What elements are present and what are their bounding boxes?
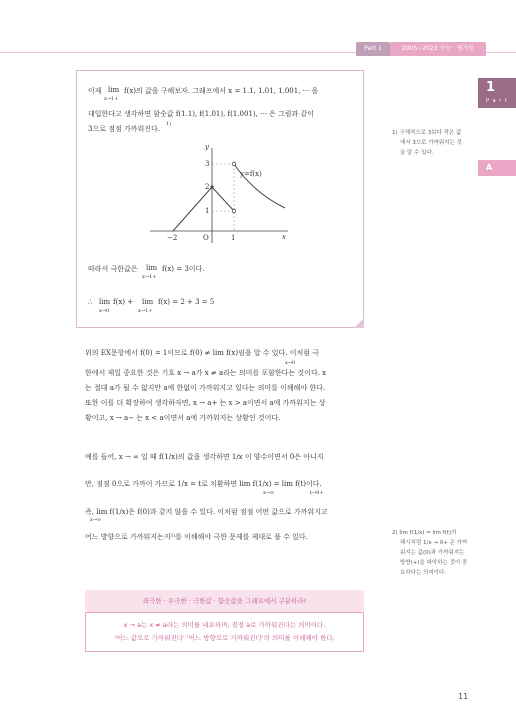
open-point-3	[232, 162, 236, 166]
para1-line: 위의 EX문항에서 f(0) = 1이므로 f(0) ≠ lim f(x)임을 알 수 있다. 이처럼 극	[85, 349, 320, 357]
chapter-tab	[478, 78, 516, 108]
result-text-end: f(x) = 3이다.	[162, 265, 205, 273]
para2-line: 만, 점점 0으로 가까이 가므로 1/x = t로 치환하면 lim f(1/x) = lim f(t)이다.	[85, 480, 322, 488]
box-line1-start: 이제	[88, 87, 102, 95]
result-text-start: 따라서 극한값은	[88, 265, 138, 273]
chapter-number: 1	[486, 80, 496, 95]
para1-line: 는 절대 a가 될 수 없지만 a에 한없이 가까워지고 있다는 의미를 이해해야 한다.	[85, 384, 326, 392]
page-number: 11	[458, 692, 469, 701]
open-point-1	[232, 209, 236, 213]
final-lim-2-sub: x→1+	[138, 308, 153, 314]
box-line1-lim: lim	[108, 86, 120, 94]
key-point-line: '어느 값으로 가까워진다' '어느 방향으로 가까워진다'의 의미를 이해해야 한다.	[114, 634, 335, 642]
margin-note-1-line: 을 알 수 있다.	[400, 150, 434, 156]
y-axis-label: y	[205, 143, 209, 151]
closed-point-2	[211, 186, 214, 189]
margin-note-1-line: 에서 3으로 가까워지는 것	[400, 140, 462, 146]
function-label: y=f(x)	[240, 170, 262, 178]
x-tick-1: 1	[231, 234, 236, 242]
result-lim-sub: x→1+	[142, 274, 157, 280]
footnote-mark-1: 1)	[166, 121, 172, 127]
header-book-label: 2005~2023 수능 · 평가원	[390, 42, 486, 56]
final-lim-1-sub: x→0	[99, 308, 110, 314]
box-line3: 3으로 점점 가까워진다.	[88, 125, 160, 133]
para1-line: 한에서 제일 중요한 것은 기호 x → a가 x ≠ a라는 의미를 포함한다는 것이다. x	[85, 369, 327, 377]
margin-note-1	[392, 128, 462, 158]
final-result: f(x) = 2 + 3 = 5	[158, 298, 215, 306]
chapter-label: P a r t	[486, 98, 508, 104]
result-lim: lim	[146, 264, 158, 272]
margin-note-2-line: 방향(+)을 파악하는 것이 중	[400, 560, 468, 566]
margin-note-2	[392, 528, 467, 578]
para2-sub-b: t→0+	[310, 490, 324, 496]
para1-line: 또한 이를 더 확장하여 생각하자면, x → a+ 는 x > a이면서 a에 가까워지는 상	[85, 399, 326, 407]
margin-note-2-line: 워지는 값(0)과 가까워지는	[400, 550, 465, 556]
margin-note-1-line: 1) 구체적으로 3보다 작은 값	[392, 130, 462, 136]
y-tick-2: 2	[205, 183, 210, 191]
final-lim-2: lim	[142, 298, 154, 306]
box-corner-fold	[354, 318, 364, 328]
para2-line: 어느 방향으로 가까워지는지²⁾를 이해해야 극한 문제를 제대로 풀 수 있다.	[85, 533, 308, 541]
final-mid: f(x) +	[113, 298, 134, 306]
y-tick-1: 1	[205, 207, 210, 215]
function-graph	[150, 143, 300, 248]
para1-line: 황이고, x → a− 는 x < a이면서 a에 가까워지는 상황인 것이다.	[85, 414, 281, 422]
key-point-banner: 좌극한 · 우극한 · 극한값 · 함숫값을 그래프에서 구분하라!	[85, 590, 364, 612]
final-lim-1: lim	[99, 298, 111, 306]
x-tick-neg2: −2	[167, 234, 178, 242]
box-line2: 대입한다고 생각하면 함숫값 f(1.1), f(1.01), f(1.001), ··· 은 그림과 같이	[88, 110, 315, 118]
margin-note-2-line: 해시처럼 1/x → 0+ 은 가까	[400, 540, 468, 546]
therefore-sign: ∴	[88, 298, 93, 306]
y-tick-3: 3	[205, 160, 210, 168]
section-tab: A	[478, 160, 516, 176]
header-part-label: Part 1	[356, 42, 390, 56]
para1-lim-sub: x→0	[285, 360, 296, 366]
key-point-box	[85, 612, 364, 652]
para2-line: 즉, lim f(1/x)은 f(0)과 같지 않을 수 있다. 이처럼 점점 어떤 값으로 가까워지고	[85, 508, 328, 516]
origin-label: O	[203, 234, 209, 242]
para2-sub-a: x→∞	[263, 490, 275, 496]
margin-note-2-line: 요하다는 의미이다.	[400, 570, 447, 576]
para2-sub-c: x→∞	[90, 517, 102, 523]
margin-note-2-line: 2) lim f(1/x) = lim f(t)의	[392, 530, 457, 536]
key-point-line: x → a는 x ≠ a라는 의미를 내포하며, 점점 a로 가까워진다는 의미이다.	[123, 621, 326, 629]
box-line1-rest: f(x)의 값을 구해보자. 그래프에서 x = 1.1, 1.01, 1.001, ··· 을	[124, 87, 319, 95]
box-line1-lim-sub: x→1+	[104, 96, 119, 102]
middle-line-segment	[212, 187, 234, 211]
para2-line: 예를 들어, x → ∞ 일 때 f(1/x)의 값을 생각하면 1/x 이 양수이면서 0은 아니지	[85, 453, 324, 461]
x-axis-label: x	[282, 233, 286, 241]
